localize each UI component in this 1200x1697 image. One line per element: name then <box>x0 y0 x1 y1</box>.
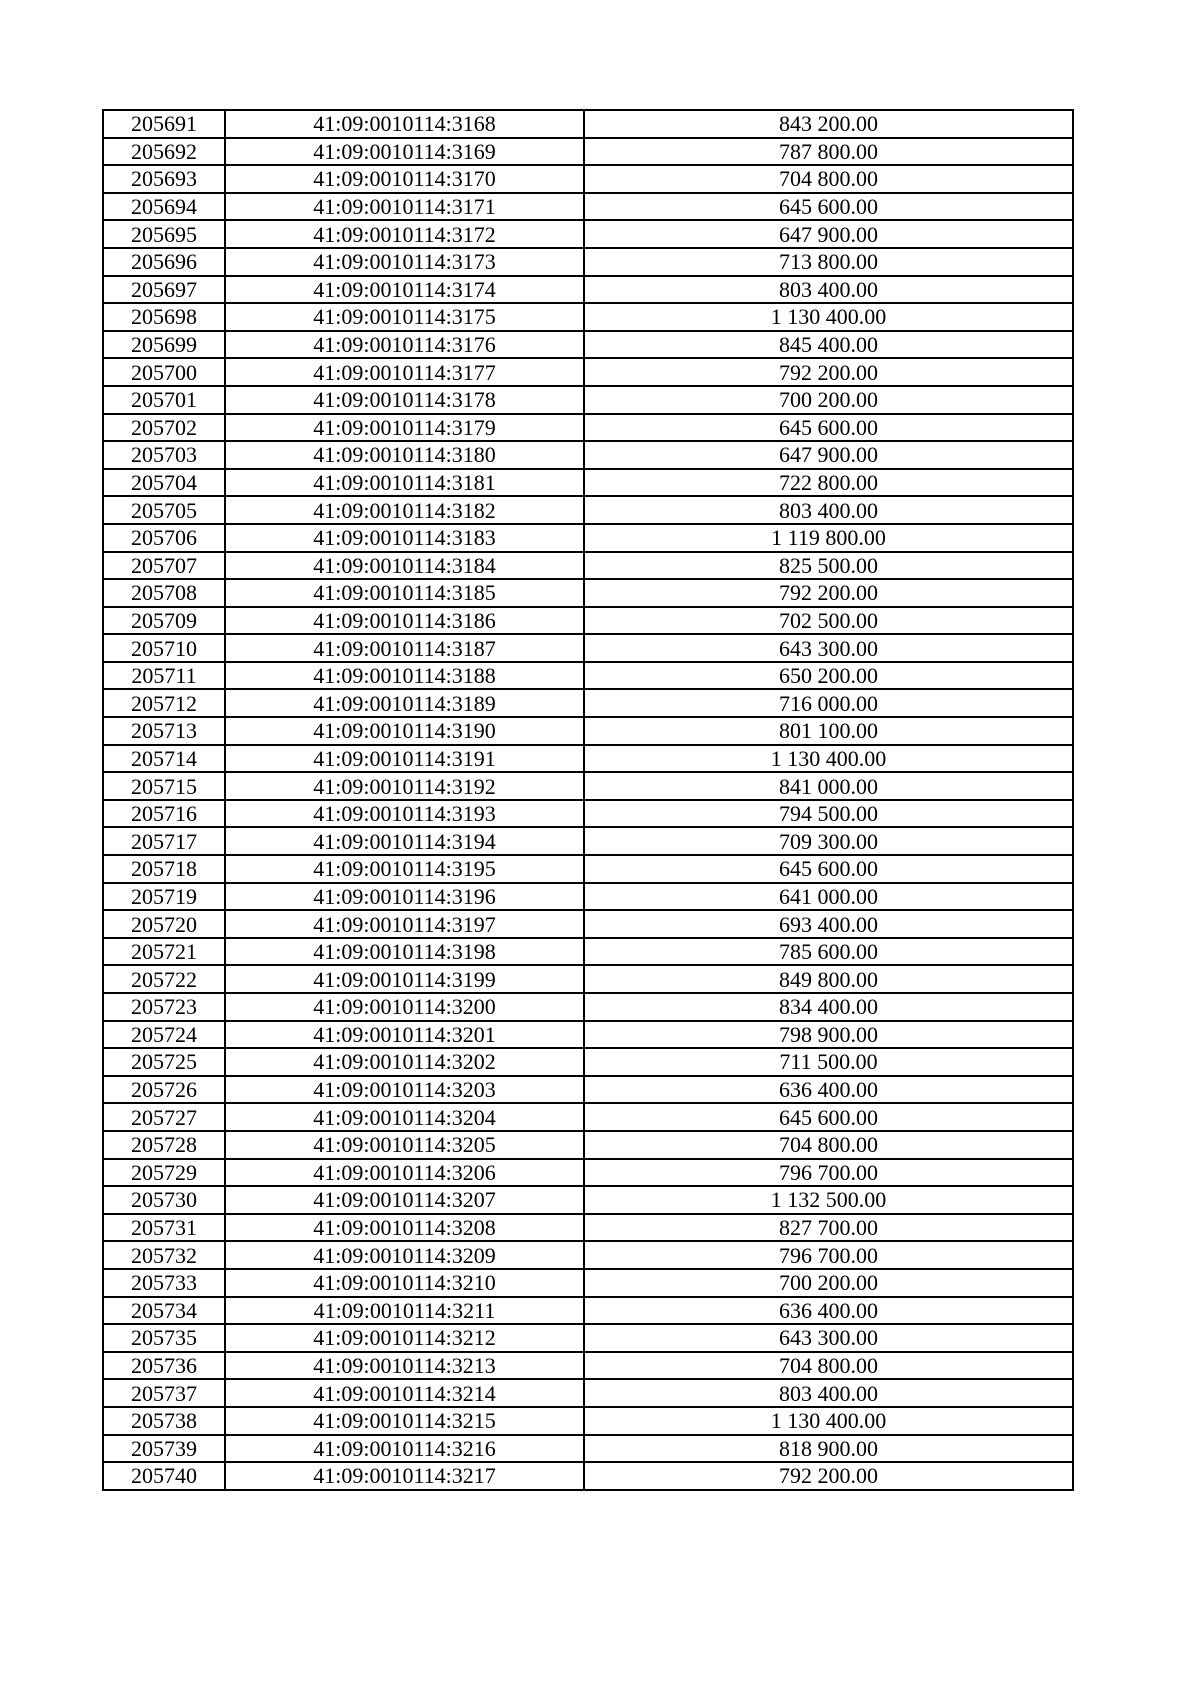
cadastral-value-cell: 643 300.00 <box>584 634 1073 662</box>
table-row <box>103 579 1073 607</box>
cadastral-value-cell: 792 200.00 <box>584 579 1073 607</box>
row-number-cell: 205706 <box>103 524 225 552</box>
cadastral-value-cell: 641 000.00 <box>584 883 1073 911</box>
row-number-cell: 205695 <box>103 220 225 248</box>
cadastral-value-cell: 843 200.00 <box>584 110 1073 138</box>
cadastral-value-cell: 794 500.00 <box>584 800 1073 828</box>
table-body <box>103 110 1073 1490</box>
table-row <box>103 634 1073 662</box>
row-number-cell: 205698 <box>103 303 225 331</box>
table-row <box>103 110 1073 138</box>
cadastral-number-cell: 41:09:0010114:3198 <box>225 938 584 966</box>
table-row <box>103 965 1073 993</box>
table-row <box>103 1214 1073 1242</box>
cadastral-number-cell: 41:09:0010114:3195 <box>225 855 584 883</box>
cadastral-number-cell: 41:09:0010114:3216 <box>225 1435 584 1463</box>
cadastral-number-cell: 41:09:0010114:3207 <box>225 1186 584 1214</box>
table-row <box>103 1076 1073 1104</box>
cadastral-value-cell: 1 130 400.00 <box>584 745 1073 773</box>
table-row <box>103 1186 1073 1214</box>
table-row <box>103 1159 1073 1187</box>
row-number-cell: 205736 <box>103 1352 225 1380</box>
row-number-cell: 205708 <box>103 579 225 607</box>
table-row <box>103 855 1073 883</box>
row-number-cell: 205711 <box>103 662 225 690</box>
table-row <box>103 331 1073 359</box>
row-number-cell: 205727 <box>103 1103 225 1131</box>
cadastral-value-cell: 645 600.00 <box>584 855 1073 883</box>
table-row <box>103 1379 1073 1407</box>
cadastral-number-cell: 41:09:0010114:3187 <box>225 634 584 662</box>
cadastral-value-cell: 841 000.00 <box>584 772 1073 800</box>
table-row <box>103 469 1073 497</box>
row-number-cell: 205737 <box>103 1379 225 1407</box>
cadastral-number-cell: 41:09:0010114:3171 <box>225 193 584 221</box>
table-row <box>103 772 1073 800</box>
row-number-cell: 205724 <box>103 1021 225 1049</box>
cadastral-number-cell: 41:09:0010114:3190 <box>225 717 584 745</box>
cadastral-number-cell: 41:09:0010114:3213 <box>225 1352 584 1380</box>
cadastral-value-cell: 1 130 400.00 <box>584 303 1073 331</box>
cadastral-number-cell: 41:09:0010114:3176 <box>225 331 584 359</box>
cadastral-value-cell: 716 000.00 <box>584 689 1073 717</box>
table-row <box>103 358 1073 386</box>
table-row <box>103 496 1073 524</box>
table-row <box>103 441 1073 469</box>
table-row <box>103 689 1073 717</box>
row-number-cell: 205704 <box>103 469 225 497</box>
row-number-cell: 205713 <box>103 717 225 745</box>
table-row <box>103 1435 1073 1463</box>
table-row <box>103 1103 1073 1131</box>
row-number-cell: 205734 <box>103 1297 225 1325</box>
cadastral-value-cell: 700 200.00 <box>584 386 1073 414</box>
cadastral-number-cell: 41:09:0010114:3202 <box>225 1048 584 1076</box>
cadastral-number-cell: 41:09:0010114:3212 <box>225 1324 584 1352</box>
table-row <box>103 276 1073 304</box>
table-row <box>103 414 1073 442</box>
row-number-cell: 205728 <box>103 1131 225 1159</box>
row-number-cell: 205705 <box>103 496 225 524</box>
cadastral-value-cell: 792 200.00 <box>584 358 1073 386</box>
cadastral-value-cell: 704 800.00 <box>584 1131 1073 1159</box>
cadastral-number-cell: 41:09:0010114:3177 <box>225 358 584 386</box>
cadastral-number-cell: 41:09:0010114:3204 <box>225 1103 584 1131</box>
cadastral-value-cell: 722 800.00 <box>584 469 1073 497</box>
cadastral-number-cell: 41:09:0010114:3172 <box>225 220 584 248</box>
cadastral-value-cell: 647 900.00 <box>584 220 1073 248</box>
row-number-cell: 205694 <box>103 193 225 221</box>
cadastral-number-cell: 41:09:0010114:3194 <box>225 827 584 855</box>
table-row <box>103 303 1073 331</box>
table-row <box>103 1407 1073 1435</box>
table-row <box>103 910 1073 938</box>
cadastral-value-cell: 702 500.00 <box>584 607 1073 635</box>
row-number-cell: 205740 <box>103 1462 225 1490</box>
row-number-cell: 205729 <box>103 1159 225 1187</box>
row-number-cell: 205730 <box>103 1186 225 1214</box>
cadastral-value-cell: 796 700.00 <box>584 1159 1073 1187</box>
cadastral-value-cell: 845 400.00 <box>584 331 1073 359</box>
cadastral-number-cell: 41:09:0010114:3199 <box>225 965 584 993</box>
cadastral-number-cell: 41:09:0010114:3185 <box>225 579 584 607</box>
table-row <box>103 1048 1073 1076</box>
cadastral-value-cell: 801 100.00 <box>584 717 1073 745</box>
row-number-cell: 205691 <box>103 110 225 138</box>
cadastral-number-cell: 41:09:0010114:3208 <box>225 1214 584 1242</box>
table-row <box>103 717 1073 745</box>
cadastral-number-cell: 41:09:0010114:3173 <box>225 248 584 276</box>
row-number-cell: 205738 <box>103 1407 225 1435</box>
row-number-cell: 205732 <box>103 1241 225 1269</box>
cadastral-value-cell: 803 400.00 <box>584 1379 1073 1407</box>
row-number-cell: 205701 <box>103 386 225 414</box>
cadastral-value-cell: 1 119 800.00 <box>584 524 1073 552</box>
cadastral-number-cell: 41:09:0010114:3184 <box>225 552 584 580</box>
cadastral-value-cell: 803 400.00 <box>584 276 1073 304</box>
cadastral-number-cell: 41:09:0010114:3179 <box>225 414 584 442</box>
table-row <box>103 607 1073 635</box>
table-row <box>103 662 1073 690</box>
row-number-cell: 205715 <box>103 772 225 800</box>
cadastral-value-cell: 704 800.00 <box>584 165 1073 193</box>
cadastral-value-cell: 704 800.00 <box>584 1352 1073 1380</box>
table-row <box>103 1324 1073 1352</box>
row-number-cell: 205723 <box>103 993 225 1021</box>
cadastral-value-cell: 827 700.00 <box>584 1214 1073 1242</box>
row-number-cell: 205697 <box>103 276 225 304</box>
cadastral-value-cell: 787 800.00 <box>584 138 1073 166</box>
cadastral-number-cell: 41:09:0010114:3209 <box>225 1241 584 1269</box>
row-number-cell: 205725 <box>103 1048 225 1076</box>
cadastral-value-cell: 798 900.00 <box>584 1021 1073 1049</box>
cadastral-value-cell: 636 400.00 <box>584 1076 1073 1104</box>
row-number-cell: 205699 <box>103 331 225 359</box>
row-number-cell: 205702 <box>103 414 225 442</box>
row-number-cell: 205716 <box>103 800 225 828</box>
table-row <box>103 1352 1073 1380</box>
row-number-cell: 205721 <box>103 938 225 966</box>
row-number-cell: 205693 <box>103 165 225 193</box>
row-number-cell: 205703 <box>103 441 225 469</box>
cadastral-number-cell: 41:09:0010114:3170 <box>225 165 584 193</box>
row-number-cell: 205692 <box>103 138 225 166</box>
cadastral-value-cell: 796 700.00 <box>584 1241 1073 1269</box>
cadastral-number-cell: 41:09:0010114:3181 <box>225 469 584 497</box>
cadastral-number-cell: 41:09:0010114:3168 <box>225 110 584 138</box>
cadastral-value-cell: 785 600.00 <box>584 938 1073 966</box>
row-number-cell: 205718 <box>103 855 225 883</box>
table-row <box>103 193 1073 221</box>
table-row <box>103 993 1073 1021</box>
cadastral-number-cell: 41:09:0010114:3205 <box>225 1131 584 1159</box>
cadastral-value-cell: 803 400.00 <box>584 496 1073 524</box>
row-number-cell: 205714 <box>103 745 225 773</box>
cadastral-number-cell: 41:09:0010114:3186 <box>225 607 584 635</box>
row-number-cell: 205712 <box>103 689 225 717</box>
cadastral-value-cell: 709 300.00 <box>584 827 1073 855</box>
cadastral-value-cell: 834 400.00 <box>584 993 1073 1021</box>
cadastral-number-cell: 41:09:0010114:3203 <box>225 1076 584 1104</box>
cadastral-value-cell: 1 132 500.00 <box>584 1186 1073 1214</box>
table-row <box>103 1021 1073 1049</box>
cadastral-value-cell: 645 600.00 <box>584 193 1073 221</box>
cadastral-number-cell: 41:09:0010114:3174 <box>225 276 584 304</box>
table-row <box>103 248 1073 276</box>
table-row <box>103 938 1073 966</box>
row-number-cell: 205700 <box>103 358 225 386</box>
row-number-cell: 205707 <box>103 552 225 580</box>
cadastral-value-cell: 645 600.00 <box>584 1103 1073 1131</box>
cadastral-number-cell: 41:09:0010114:3201 <box>225 1021 584 1049</box>
cadastral-number-cell: 41:09:0010114:3169 <box>225 138 584 166</box>
cadastral-number-cell: 41:09:0010114:3182 <box>225 496 584 524</box>
cadastral-number-cell: 41:09:0010114:3183 <box>225 524 584 552</box>
row-number-cell: 205719 <box>103 883 225 911</box>
cadastral-number-cell: 41:09:0010114:3217 <box>225 1462 584 1490</box>
cadastral-number-cell: 41:09:0010114:3214 <box>225 1379 584 1407</box>
table-row <box>103 1131 1073 1159</box>
row-number-cell: 205739 <box>103 1435 225 1463</box>
table-row <box>103 138 1073 166</box>
table-row <box>103 1297 1073 1325</box>
cadastral-value-cell: 650 200.00 <box>584 662 1073 690</box>
cadastral-value-cell: 792 200.00 <box>584 1462 1073 1490</box>
cadastral-number-cell: 41:09:0010114:3192 <box>225 772 584 800</box>
cadastral-number-cell: 41:09:0010114:3193 <box>225 800 584 828</box>
row-number-cell: 205735 <box>103 1324 225 1352</box>
cadastral-number-cell: 41:09:0010114:3206 <box>225 1159 584 1187</box>
cadastral-number-cell: 41:09:0010114:3175 <box>225 303 584 331</box>
cadastral-value-cell: 825 500.00 <box>584 552 1073 580</box>
cadastral-value-table <box>102 109 1074 1491</box>
row-number-cell: 205731 <box>103 1214 225 1242</box>
table-row <box>103 386 1073 414</box>
cadastral-number-cell: 41:09:0010114:3210 <box>225 1269 584 1297</box>
row-number-cell: 205726 <box>103 1076 225 1104</box>
table-row <box>103 1241 1073 1269</box>
table-row <box>103 1462 1073 1490</box>
cadastral-value-cell: 849 800.00 <box>584 965 1073 993</box>
table-row <box>103 827 1073 855</box>
table-row <box>103 220 1073 248</box>
cadastral-value-cell: 693 400.00 <box>584 910 1073 938</box>
cadastral-value-cell: 643 300.00 <box>584 1324 1073 1352</box>
table-row <box>103 524 1073 552</box>
cadastral-number-cell: 41:09:0010114:3188 <box>225 662 584 690</box>
cadastral-number-cell: 41:09:0010114:3191 <box>225 745 584 773</box>
cadastral-number-cell: 41:09:0010114:3189 <box>225 689 584 717</box>
cadastral-value-cell: 647 900.00 <box>584 441 1073 469</box>
table-row <box>103 1269 1073 1297</box>
row-number-cell: 205709 <box>103 607 225 635</box>
row-number-cell: 205720 <box>103 910 225 938</box>
cadastral-number-cell: 41:09:0010114:3200 <box>225 993 584 1021</box>
cadastral-value-cell: 636 400.00 <box>584 1297 1073 1325</box>
cadastral-value-cell: 645 600.00 <box>584 414 1073 442</box>
cadastral-number-cell: 41:09:0010114:3211 <box>225 1297 584 1325</box>
cadastral-number-cell: 41:09:0010114:3180 <box>225 441 584 469</box>
cadastral-value-cell: 818 900.00 <box>584 1435 1073 1463</box>
cadastral-number-cell: 41:09:0010114:3215 <box>225 1407 584 1435</box>
row-number-cell: 205733 <box>103 1269 225 1297</box>
row-number-cell: 205696 <box>103 248 225 276</box>
table-row <box>103 745 1073 773</box>
row-number-cell: 205722 <box>103 965 225 993</box>
cadastral-value-cell: 1 130 400.00 <box>584 1407 1073 1435</box>
cadastral-number-cell: 41:09:0010114:3178 <box>225 386 584 414</box>
row-number-cell: 205717 <box>103 827 225 855</box>
cadastral-value-cell: 711 500.00 <box>584 1048 1073 1076</box>
table-row <box>103 165 1073 193</box>
row-number-cell: 205710 <box>103 634 225 662</box>
cadastral-number-cell: 41:09:0010114:3196 <box>225 883 584 911</box>
cadastral-value-cell: 700 200.00 <box>584 1269 1073 1297</box>
cadastral-value-cell: 713 800.00 <box>584 248 1073 276</box>
table-row <box>103 552 1073 580</box>
table-row <box>103 800 1073 828</box>
cadastral-number-cell: 41:09:0010114:3197 <box>225 910 584 938</box>
table-row <box>103 883 1073 911</box>
